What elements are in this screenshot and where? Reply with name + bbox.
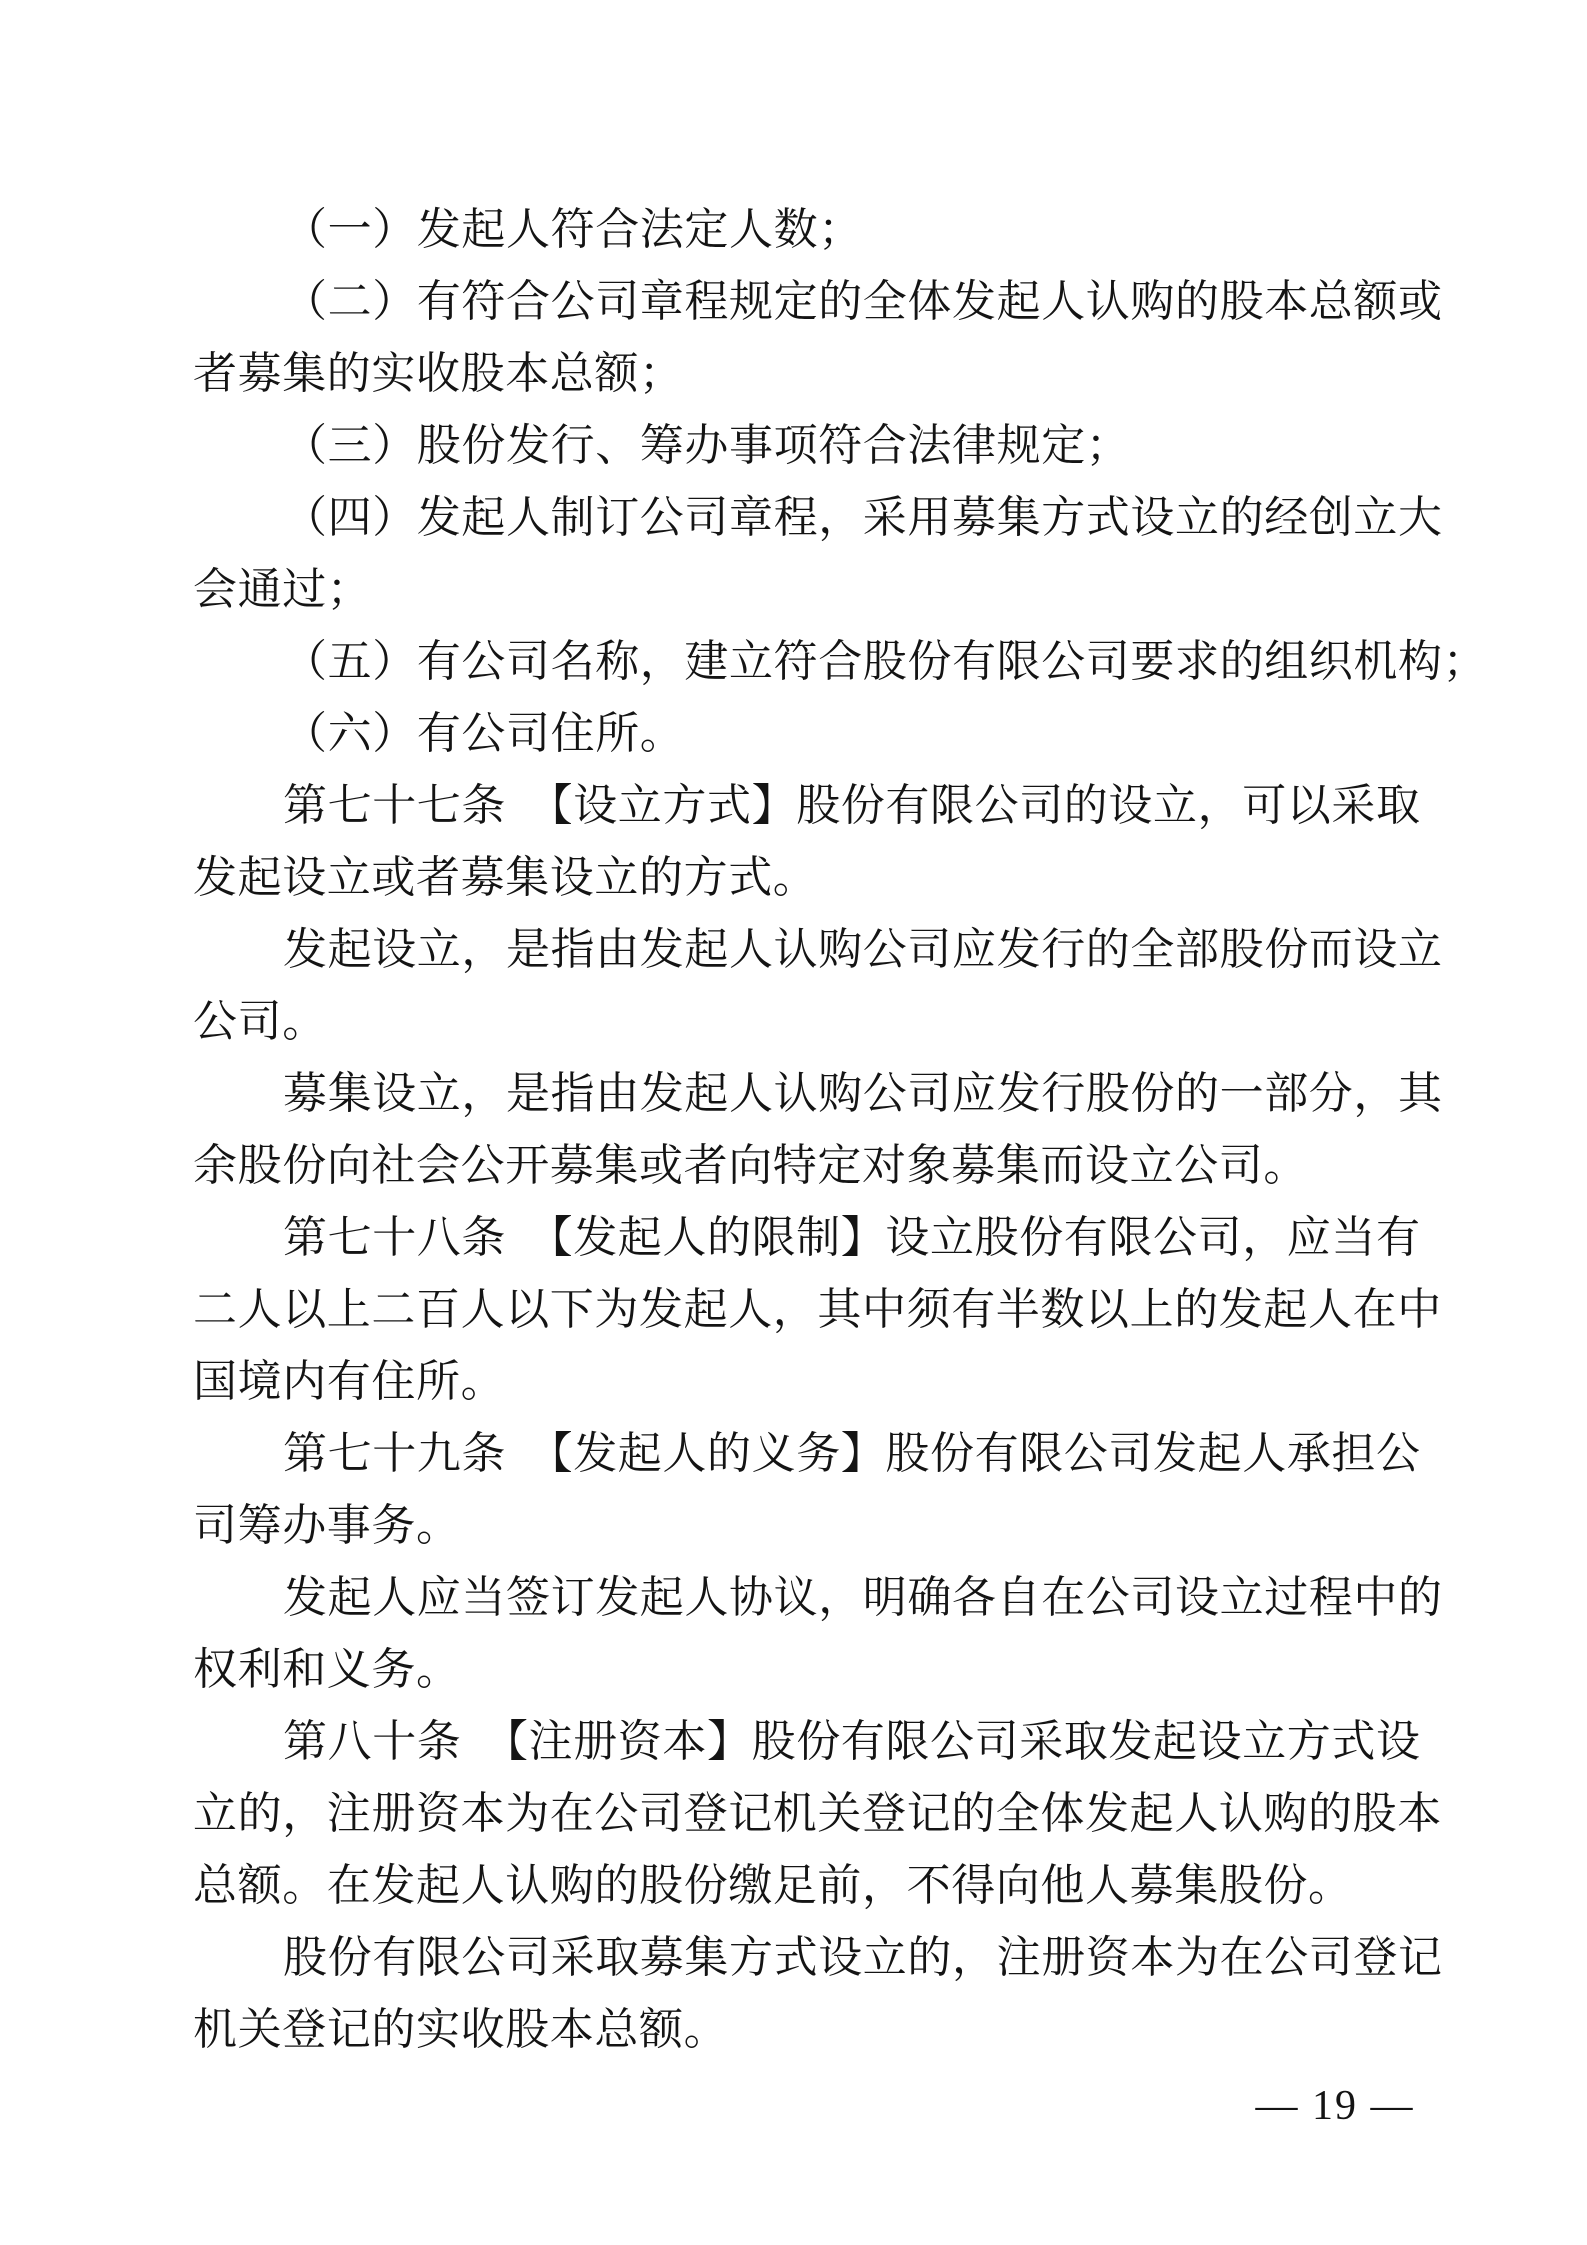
article-79-heading-line: 第七十九条 【发起人的义务】股份有限公司发起人承担公 xyxy=(283,1429,1421,1478)
law-text-block xyxy=(193,194,1488,2066)
text-line: 股份有限公司采取募集方式设立的，注册资本为在公司登记 xyxy=(283,1933,1443,1982)
text-line: （四）发起人制订公司章程，采用募集方式设立的经创立大 xyxy=(283,493,1443,542)
text-line: （二）有符合公司章程规定的全体发起人认购的股本总额或 xyxy=(283,277,1443,326)
article-77-heading-line: 第七十七条 【设立方式】股份有限公司的设立，可以采取 xyxy=(283,781,1421,830)
text-line: 权利和义务。 xyxy=(193,1645,461,1694)
text-line: 立的，注册资本为在公司登记机关登记的全体发起人认购的股本 xyxy=(193,1789,1442,1838)
text-line: （六）有公司住所。 xyxy=(283,709,685,758)
page-number: — 19 — xyxy=(1255,2083,1415,2129)
text-line: （五）有公司名称，建立符合股份有限公司要求的组织机构； xyxy=(283,637,1488,686)
text-line: （三）股份发行、筹办事项符合法律规定； xyxy=(283,421,1131,470)
text-line: 公司。 xyxy=(193,997,327,1046)
text-line: 发起人应当签订发起人协议，明确各自在公司设立过程中的 xyxy=(283,1573,1443,1622)
article-78-heading-line: 第七十八条 【发起人的限制】设立股份有限公司，应当有 xyxy=(283,1213,1421,1262)
text-line: 募集设立，是指由发起人认购公司应发行股份的一部分，其 xyxy=(283,1069,1443,1118)
text-line: 余股份向社会公开募集或者向特定对象募集而设立公司。 xyxy=(193,1141,1308,1190)
text-line: 国境内有住所。 xyxy=(193,1357,506,1406)
text-line: 发起设立，是指由发起人认购公司应发行的全部股份而设立 xyxy=(283,925,1443,974)
text-line: （一）发起人符合法定人数； xyxy=(283,205,863,254)
text-line: 者募集的实收股本总额； xyxy=(193,349,684,398)
text-line: 机关登记的实收股本总额。 xyxy=(193,2005,729,2054)
text-line: 会通过； xyxy=(193,565,372,614)
article-80-heading-line: 第八十条 【注册资本】股份有限公司采取发起设立方式设 xyxy=(283,1717,1421,1766)
text-line: 发起设立或者募集设立的方式。 xyxy=(193,853,818,902)
text-line: 总额。在发起人认购的股份缴足前，不得向他人募集股份。 xyxy=(193,1861,1353,1910)
text-line: 司筹办事务。 xyxy=(193,1501,461,1550)
text-line: 二人以上二百人以下为发起人，其中须有半数以上的发起人在中 xyxy=(193,1285,1442,1334)
